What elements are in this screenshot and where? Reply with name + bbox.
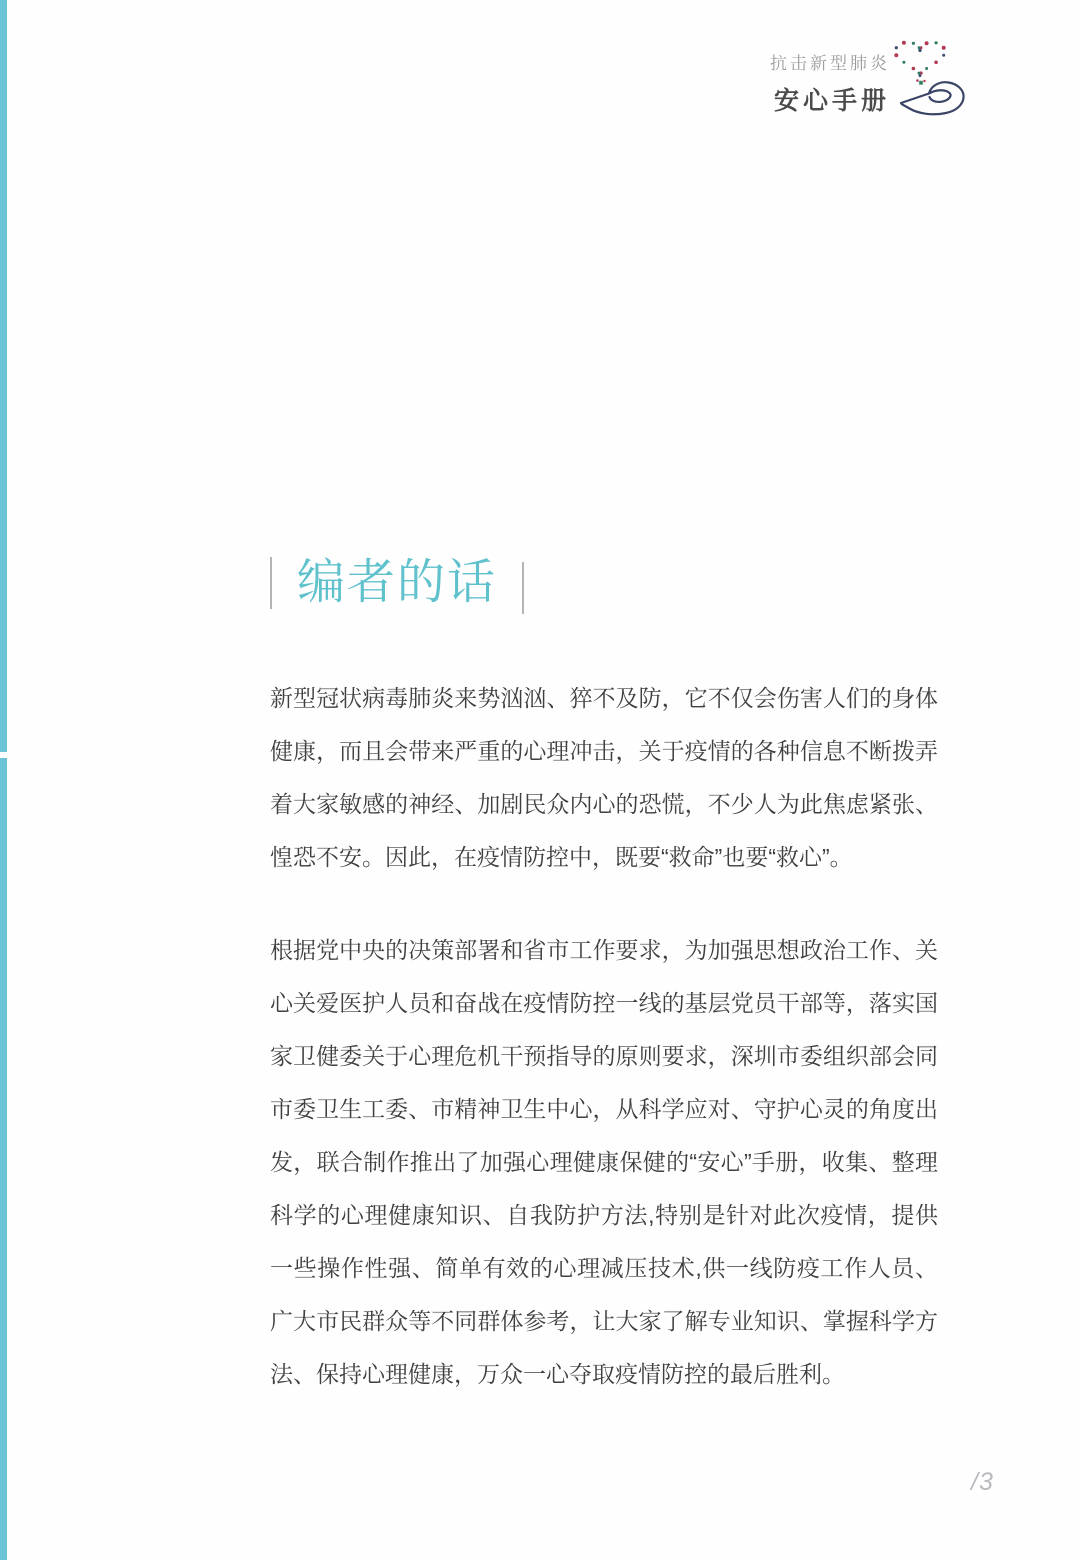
left-edge-bar-top [0,0,7,752]
title-divider-right [522,562,524,614]
editors-note-paragraph-2: 根据党中央的决策部署和省市工作要求，为加强思想政治工作、关心关爱医护人员和奋战在疫情防控一线的基层党员干部等，落实国家卫健委关于心理危机干预指导的原则要求，深圳市委组织部会同市委卫生工委、市精神卫生中心，从科学应对、守护心灵的角度出发，联合制作推出了加强心理健康保健的“安心”手册，收集、整理科学的心理健康知识、自我防护方法,特别是针对此次疫情，提供一些操作性强、简单有效的心理减压技术,供一线防疫工作人员、广大市民群众等不同群体参考，让大家了解专业知识、掌握科学方法、保持心理健康，万众一心夺取疫情防控的最后胜利。 [270,937,938,1387]
heart-in-hand-icon [892,40,972,125]
header-title: 安心手册 [773,87,890,115]
header-brand [770,40,972,125]
section-title: 编者的话 [297,556,498,609]
flower-heart [894,41,945,85]
page-number: /3 [971,1468,994,1496]
editors-note-paragraph-1: 新型冠状病毒肺炎来势汹汹、猝不及防，它不仅会伤害人们的身体健康，而且会带来严重的心理冲击，关于疫情的各种信息不断拨弄着大家敏感的神经、加剧民众内心的恐慌，不少人为此焦虑紧张、惶恐不安。因此，在疫情防控中，既要“救命”也要“救心”。 [270,685,938,870]
hand-outline [901,82,964,114]
section-title-block [270,552,524,614]
editors-note-body [270,672,938,1401]
title-divider-left [270,557,272,609]
left-edge-bar-bottom [0,758,7,1560]
header-tagline: 抗击新型肺炎 [770,54,890,73]
header-text-block [770,49,890,117]
